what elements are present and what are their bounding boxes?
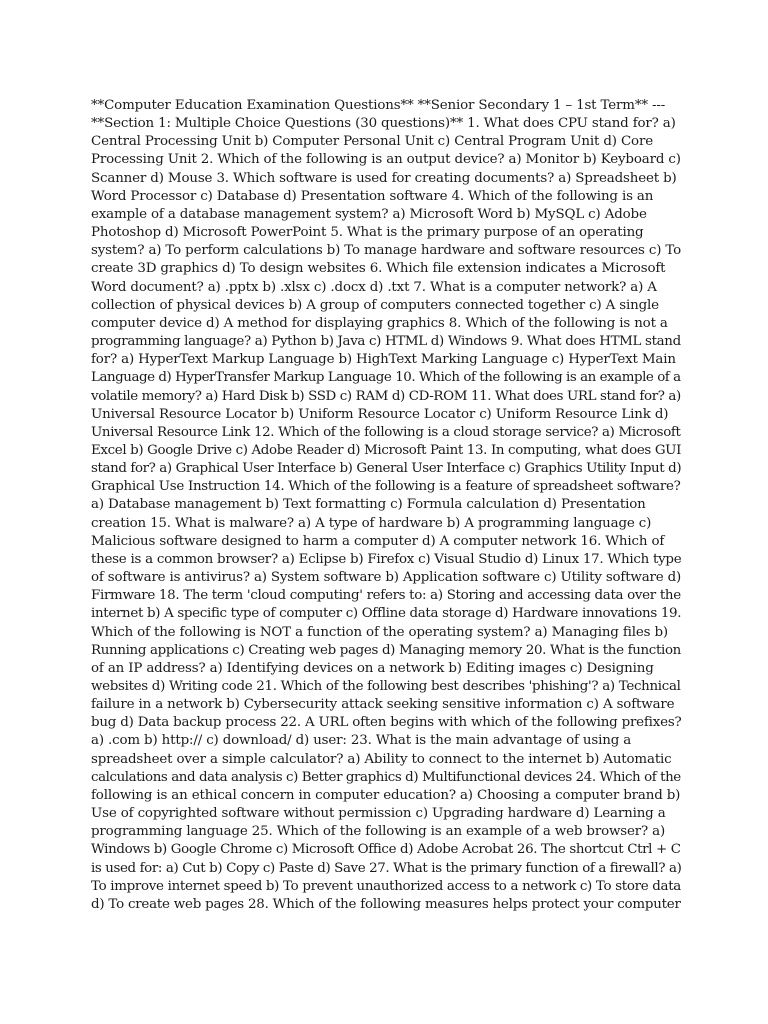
text-line: Processing Unit 2. Which of the following is an output device? a) Monitor b) Keyboard c)	[91, 152, 681, 168]
text-line: bug d) Data backup process 22. A URL often begins with which of the following prefixes?	[91, 715, 682, 731]
text-line: Windows b) Google Chrome c) Microsoft Office d) Adobe Acrobat 26. The shortcut Ctrl + C	[91, 842, 681, 858]
text-line: Which of the following is NOT a function of the operating system? a) Managing files b)	[91, 624, 669, 640]
text-line: creation 15. What is malware? a) A type of hardware b) A programming language c)	[91, 515, 652, 531]
text-line: Language d) HyperTransfer Markup Language 10. Which of the following is an example of a	[91, 370, 681, 386]
text-line: d) To create web pages 28. Which of the following measures helps protect your computer	[91, 896, 681, 912]
text-line: Use of copyrighted software without permission c) Upgrading hardware d) Learning a	[91, 806, 666, 822]
text-line: collection of physical devices b) A group of computers connected together c) A single	[91, 297, 659, 313]
text-line: calculations and data analysis c) Better graphics d) Multifunctional devices 24. Which of the	[91, 769, 681, 785]
text-line: computer device d) A method for displaying graphics 8. Which of the following is not a	[91, 315, 668, 331]
text-line: Photoshop d) Microsoft PowerPoint 5. What is the primary purpose of an operating	[91, 225, 644, 241]
text-line: Excel b) Google Drive c) Adobe Reader d) Microsoft Paint 13. In computing, what does GUI	[91, 442, 682, 458]
text-line: create 3D graphics d) To design websites 6. Which file extension indicates a Microsoft	[91, 261, 666, 277]
text-line: Universal Resource Link 12. Which of the following is a cloud storage service? a) Microsoft	[91, 424, 681, 440]
text-line: Central Processing Unit b) Computer Personal Unit c) Central Program Unit d) Core	[91, 134, 653, 150]
text-line: of software is antivirus? a) System software b) Application software c) Utility software d)	[91, 570, 682, 586]
text-line: spreadsheet over a simple calculator? a) Ability to connect to the internet b) Automatic	[91, 751, 672, 767]
text-line: websites d) Writing code 21. Which of the following best describes 'phishing'? a) Technical	[91, 679, 681, 694]
text-line: Scanner d) Mouse 3. Which software is used for creating documents? a) Spreadsheet b)	[91, 170, 677, 186]
text-line: is used for: a) Cut b) Copy c) Paste d) Save 27. What is the primary function of a firewall? a)	[91, 860, 682, 876]
text-line: programming language 25. Which of the following is an example of a web browser? a)	[91, 824, 666, 840]
text-line: Firmware 18. The term 'cloud computing' refers to: a) Storing and accessing data over the	[91, 588, 681, 604]
text-line: Graphical Use Instruction 14. Which of the following is a feature of spreadsheet software?	[91, 479, 681, 495]
text-line: Word document? a) .pptx b) .xlsx c) .docx d) .txt 7. What is a computer network? a) A	[91, 279, 657, 295]
text-line: for? a) HyperText Markup Language b) HighText Marking Language c) HyperText Main	[91, 352, 676, 368]
text-line: Word Processor c) Database d) Presentation software 4. Which of the following is an	[91, 188, 654, 204]
text-line: example of a database management system? a) Microsoft Word b) MySQL c) Adobe	[91, 206, 647, 222]
exam-questions-text	[91, 97, 681, 914]
text-line: Malicious software designed to harm a computer d) A computer network 16. Which of	[91, 533, 665, 549]
text-line: a) Database management b) Text formatting c) Formula calculation d) Presentation	[91, 497, 646, 513]
text-line: volatile memory? a) Hard Disk b) SSD c) RAM d) CD-ROM 11. What does URL stand for? a)	[91, 388, 681, 404]
text-line: Universal Resource Locator b) Uniform Resource Locator c) Uniform Resource Link d)	[91, 406, 669, 422]
text-line: **Section 1: Multiple Choice Questions (30 questions)** 1. What does CPU stand for? a)	[91, 116, 676, 132]
text-line: failure in a network b) Cybersecurity attack seeking sensitive information c) A software	[91, 697, 675, 713]
text-line: these is a common browser? a) Eclipse b) Firefox c) Visual Studio d) Linux 17. Which type	[91, 551, 682, 567]
text-line: **Computer Education Examination Questions** **Senior Secondary 1 – 1st Term** ---	[91, 98, 666, 113]
text-line: To improve internet speed b) To prevent unauthorized access to a network c) To store data	[91, 878, 681, 894]
text-line: following is an ethical concern in computer education? a) Choosing a computer brand b)	[91, 787, 681, 803]
text-line: programming language? a) Python b) Java c) HTML d) Windows 9. What does HTML stand	[91, 334, 681, 350]
text-line: Running applications c) Creating web pages d) Managing memory 20. What is the function	[91, 642, 681, 658]
text-line: stand for? a) Graphical User Interface b) General User Interface c) Graphics Utility Input d)	[91, 461, 682, 477]
text-line: a) .com b) http:// c) download/ d) user: 23. What is the main advantage of using a	[91, 733, 632, 749]
text-line: of an IP address? a) Identifying devices on a network b) Editing images c) Designing	[91, 660, 654, 676]
text-line: system? a) To perform calculations b) To manage hardware and software resources c) To	[91, 243, 681, 259]
text-line: internet b) A specific type of computer c) Offline data storage d) Hardware innovations 19.	[91, 606, 682, 622]
